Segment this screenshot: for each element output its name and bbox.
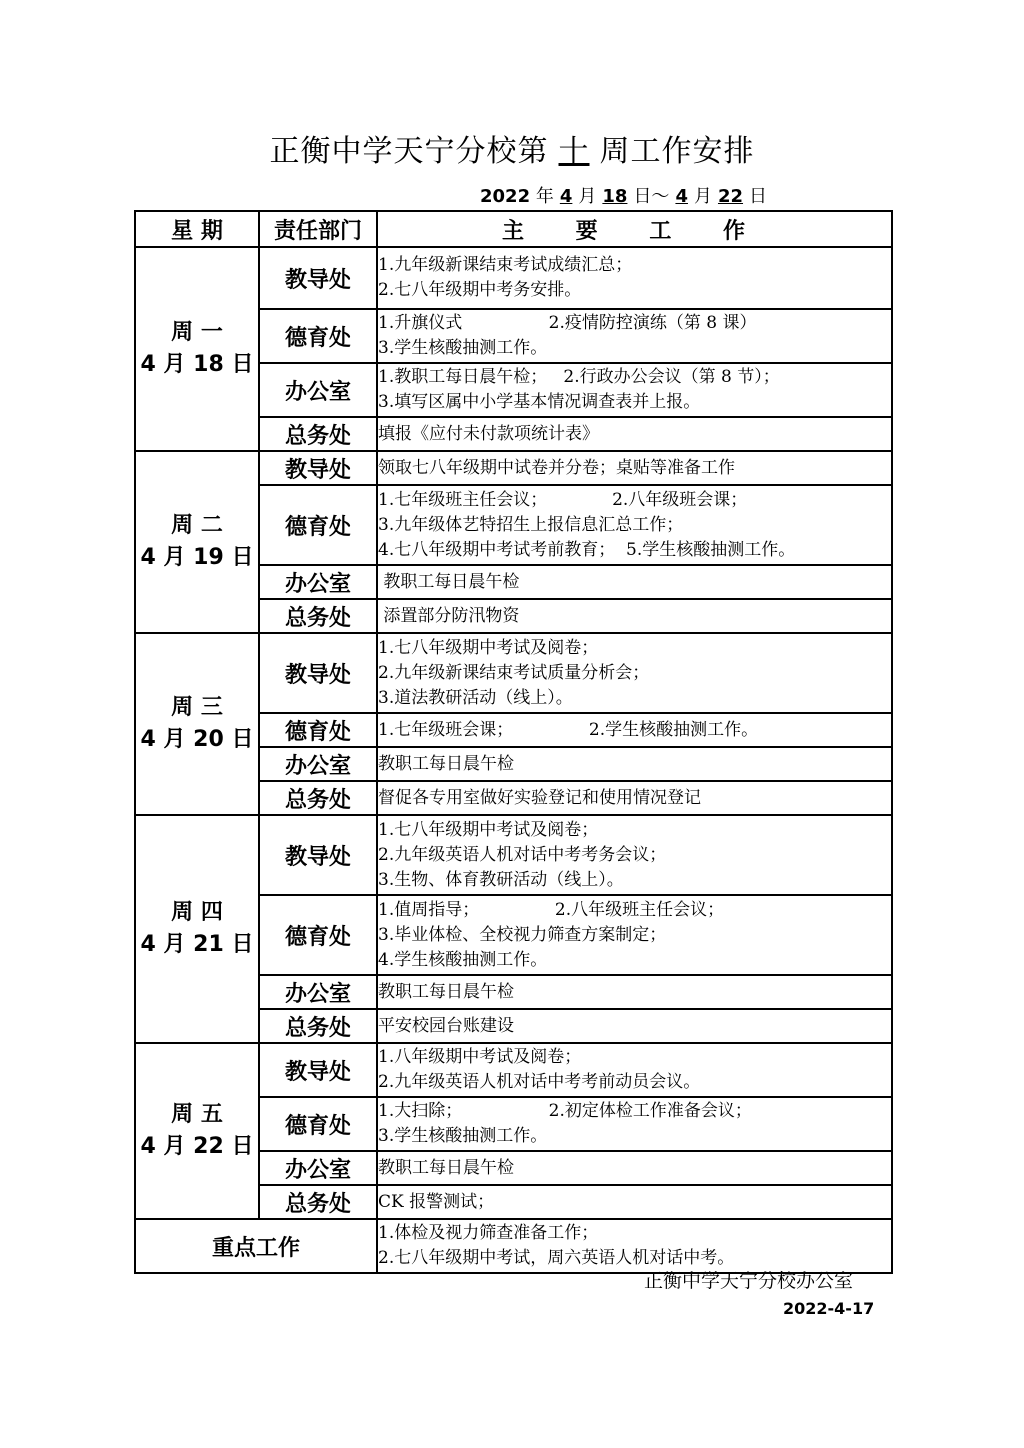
work-line: 1.教职工每日晨午检； 2.行政办公会议（第 8 节）； <box>378 367 780 387</box>
day-date: 4 月 18 日 <box>140 352 254 377</box>
date-start-day: 18 <box>602 186 628 207</box>
page-title <box>0 126 1024 170</box>
day-name: 周 三 <box>171 695 223 720</box>
work-line: 1.值周指导； 2.八年级班主任会议； <box>378 899 725 920</box>
title-prefix: 正衡中学天宁分校第 <box>269 134 549 169</box>
header-dept: 责任部门 <box>259 211 377 247</box>
work-line: 教职工每日晨午检 <box>378 753 514 774</box>
day-date: 4 月 19 日 <box>140 545 254 570</box>
work-line: 3.填写区属中小学基本情况调查表并上报。 <box>378 392 701 412</box>
date-year: 2022 <box>480 186 531 207</box>
date-day-unit: 日 <box>749 186 768 207</box>
work-cell <box>377 1043 892 1097</box>
work-line: 2.九年级英语人机对话中考考务会议； <box>378 844 667 865</box>
work-cell <box>377 895 892 975</box>
date-start-month: 4 <box>559 186 573 207</box>
dept-cell: 德育处 <box>259 485 377 565</box>
work-line: 1.七年级班主任会议； 2.八年级班会课； <box>378 489 748 510</box>
work-line: 领取七八年级期中试卷并分卷；桌贴等准备工作 <box>378 457 735 478</box>
work-cell <box>377 781 892 815</box>
work-line: 添置部分防汛物资 <box>378 605 520 626</box>
work-line: CK 报警测试； <box>378 1191 495 1212</box>
dept-cell: 德育处 <box>259 1097 377 1151</box>
date-month-unit-2: 月 <box>693 186 712 207</box>
work-cell <box>377 713 892 747</box>
work-line: 3.毕业体检、全校视力筛查方案制定； <box>378 924 667 945</box>
table-row <box>135 247 892 309</box>
work-line: 4.七八年级期中考试考前教育； 5.学生核酸抽测工作。 <box>378 539 796 560</box>
work-cell <box>377 1151 892 1185</box>
work-line: 教职工每日晨午检 <box>378 981 514 1002</box>
header-day: 星 期 <box>135 211 259 247</box>
day-date: 4 月 21 日 <box>140 932 254 957</box>
work-line: 3.学生核酸抽测工作。 <box>378 338 548 358</box>
work-line: 1.九年级新课结束考试成绩汇总； <box>378 255 633 275</box>
dept-cell: 总务处 <box>259 781 377 815</box>
dept-cell: 教导处 <box>259 815 377 895</box>
day-cell <box>135 1043 259 1219</box>
header-work: 主 要 工 作 <box>377 211 892 247</box>
dept-cell: 教导处 <box>259 633 377 713</box>
work-line: 1.八年级期中考试及阅卷； <box>378 1047 582 1067</box>
work-line: 1.七八年级期中考试及阅卷； <box>378 637 599 658</box>
work-cell <box>377 309 892 363</box>
key-work-label: 重点工作 <box>135 1219 377 1273</box>
work-line: 3.学生核酸抽测工作。 <box>378 1126 548 1146</box>
work-line: 1.升旗仪式 2.疫情防控演练（第 8 课） <box>378 313 757 333</box>
work-line: 4.学生核酸抽测工作。 <box>378 949 548 970</box>
work-line: 1.大扫除； 2.初定体检工作准备会议； <box>378 1101 752 1121</box>
work-cell <box>377 633 892 713</box>
key-work-line: 1.体检及视力筛查准备工作； <box>378 1223 599 1243</box>
work-line: 3.道法教研活动（线上）。 <box>378 687 573 708</box>
work-cell <box>377 1185 892 1219</box>
work-line: 2.九年级英语人机对话中考考前动员会议。 <box>378 1072 701 1092</box>
dept-cell: 办公室 <box>259 975 377 1009</box>
day-cell <box>135 633 259 815</box>
dept-cell: 办公室 <box>259 363 377 417</box>
table-row <box>135 451 892 485</box>
dept-cell: 教导处 <box>259 247 377 309</box>
date-month-unit-1: 月 <box>578 186 597 207</box>
day-date: 4 月 22 日 <box>140 1134 254 1159</box>
table-row <box>135 1043 892 1097</box>
dept-cell: 办公室 <box>259 1151 377 1185</box>
dept-cell: 总务处 <box>259 599 377 633</box>
key-work-row <box>135 1219 892 1273</box>
signer: 正衡中学天宁分校办公室 <box>644 1270 854 1292</box>
day-cell <box>135 815 259 1043</box>
dept-cell: 总务处 <box>259 1009 377 1043</box>
dept-cell: 总务处 <box>259 417 377 451</box>
date-end-day: 22 <box>717 186 744 207</box>
work-cell <box>377 1009 892 1043</box>
schedule-body <box>135 247 892 1219</box>
dept-cell: 办公室 <box>259 565 377 599</box>
dept-cell: 办公室 <box>259 747 377 781</box>
table-row <box>135 815 892 895</box>
work-line: 填报《应付未付款项统计表》 <box>378 423 599 444</box>
dept-cell: 总务处 <box>259 1185 377 1219</box>
work-line: 3.九年级体艺特招生上报信息汇总工作； <box>378 514 684 535</box>
key-work-content <box>377 1219 892 1273</box>
date-range <box>480 182 767 208</box>
dept-cell: 德育处 <box>259 713 377 747</box>
day-date: 4 月 20 日 <box>140 727 254 752</box>
work-cell <box>377 1097 892 1151</box>
work-cell <box>377 975 892 1009</box>
key-work-line: 2.七八年级期中考试，周六英语人机对话中考。 <box>378 1248 735 1268</box>
title-suffix: 周工作安排 <box>599 134 755 169</box>
work-cell <box>377 599 892 633</box>
table-row <box>135 633 892 713</box>
work-cell <box>377 451 892 485</box>
work-line: 平安校园台账建设 <box>378 1015 514 1036</box>
sign-date: 2022-4-17 <box>783 1299 875 1318</box>
work-line: 1.七八年级期中考试及阅卷； <box>378 819 599 840</box>
work-line: 2.九年级新课结束考试质量分析会； <box>378 662 650 683</box>
work-line: 1.七年级班会课； 2.学生核酸抽测工作。 <box>378 719 759 740</box>
work-line: 教职工每日晨午检 <box>378 1157 514 1178</box>
work-line: 教职工每日晨午检 <box>378 571 520 592</box>
work-cell <box>377 747 892 781</box>
work-cell <box>377 247 892 309</box>
date-year-unit: 年 <box>535 186 554 207</box>
work-cell <box>377 815 892 895</box>
work-line: 督促各专用室做好实验登记和使用情况登记 <box>378 787 701 808</box>
work-cell <box>377 363 892 417</box>
day-cell <box>135 247 259 451</box>
dept-cell: 德育处 <box>259 895 377 975</box>
table-header-row <box>135 211 892 247</box>
work-line: 2.七八年级期中考务安排。 <box>378 280 582 300</box>
work-line: 3.生物、体育教研活动（线上）。 <box>378 869 624 890</box>
title-week-number: 十 <box>558 134 590 169</box>
day-name: 周 五 <box>171 1102 223 1127</box>
date-end-month: 4 <box>675 186 688 207</box>
schedule-table <box>134 210 893 1274</box>
work-cell <box>377 485 892 565</box>
work-cell <box>377 565 892 599</box>
dept-cell: 教导处 <box>259 1043 377 1097</box>
day-cell <box>135 451 259 633</box>
day-name: 周 一 <box>171 320 223 345</box>
day-name: 周 四 <box>171 900 223 925</box>
day-name: 周 二 <box>171 513 223 538</box>
dept-cell: 德育处 <box>259 309 377 363</box>
work-cell <box>377 417 892 451</box>
dept-cell: 教导处 <box>259 451 377 485</box>
date-tilde: 日～ <box>633 186 670 207</box>
